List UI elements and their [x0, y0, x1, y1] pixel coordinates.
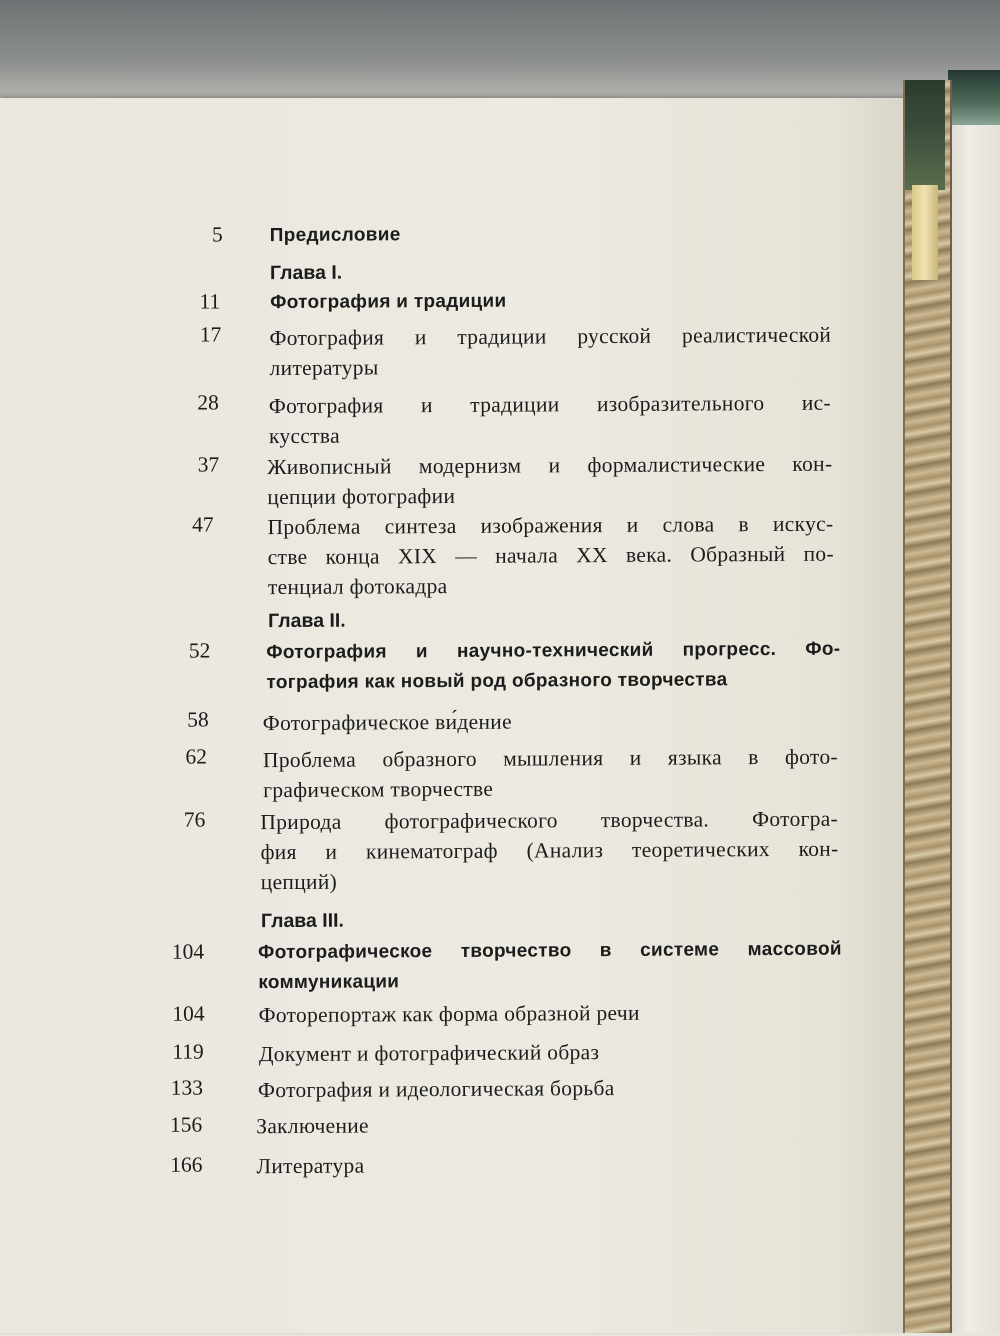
toc-entry-line: цепции фотографии	[267, 483, 456, 510]
toc-entry-line: кусства	[268, 423, 340, 449]
toc-entry-line: Фотографическое ви́дение	[262, 709, 513, 736]
toc-entry-line: литературы	[269, 355, 379, 381]
toc-entry	[269, 388, 831, 451]
toc-entry	[258, 998, 639, 1030]
toc-page-number: 62	[185, 744, 208, 769]
spine-headband	[905, 80, 945, 190]
toc-entry	[267, 449, 832, 512]
toc-entry-line: графическом творчестве	[263, 776, 494, 803]
toc-page-number: 28	[197, 390, 219, 415]
book-cover-corner	[948, 70, 1000, 125]
toc-entry-line: Фоторепортаж как форма образной речи	[258, 1000, 640, 1028]
chapter-title	[258, 935, 842, 999]
toc-entry	[267, 509, 834, 602]
toc-page-number: 11	[199, 289, 221, 314]
chapter-title: Фотография и традиции	[270, 290, 507, 314]
toc-page-number: 17	[199, 322, 222, 347]
toc-entry-line: Природа фотографического творчества. Фотогра-	[260, 806, 839, 835]
toc-entry-line: Фотография и традиции изобразительного ис-	[268, 390, 831, 419]
toc-entry-line: Живописный модернизм и формалистические кон-	[267, 451, 833, 480]
chapter-title	[266, 635, 840, 699]
toc-entry-line: Проблема образного мышления и языка в фото-	[262, 744, 839, 773]
toc-entry-line: Проблема синтеза изображения и слова в искус-	[267, 511, 834, 540]
toc-entry-literature: Литература	[256, 1153, 365, 1179]
toc-entry-line: Фотография и идеологическая борьба	[257, 1076, 615, 1103]
toc-entry-line: тография как новый род образного творчества	[266, 669, 728, 694]
toc-page-number: 104	[172, 1001, 205, 1026]
chapter-label: Глава III.	[260, 909, 345, 933]
toc-entry	[263, 707, 512, 739]
toc-entry	[269, 320, 831, 383]
toc-entry-line: цепций)	[260, 869, 338, 895]
chapter-label: Глава II.	[268, 609, 346, 633]
toc-entry-line: Фотографическое творчество в системе массовой	[258, 938, 842, 964]
toc-page-number: 166	[170, 1152, 203, 1177]
toc-entry	[260, 804, 839, 898]
toc-page-number: 52	[188, 638, 211, 663]
toc-entry-preface: Предисловие	[269, 224, 401, 247]
toc-entry-conclusion: Заключение	[256, 1113, 369, 1139]
toc-entry-line: Документ и фотографический образ	[258, 1040, 600, 1067]
toc-page-number: 58	[187, 707, 209, 732]
toc-page-number: 47	[191, 512, 214, 537]
toc-page-number: 5	[211, 222, 223, 247]
toc-entry	[263, 742, 838, 806]
chapter-label: Глава I.	[269, 261, 343, 285]
toc-entry-line: стве конца XIX — начала XX века. Образный по-	[267, 541, 834, 570]
toc-entry	[258, 1073, 615, 1105]
toc-entry-line: тенциал фотокадра	[267, 574, 448, 600]
toc-page-number: 156	[169, 1112, 203, 1137]
spine-tab	[912, 185, 938, 280]
toc-page-number: 133	[170, 1075, 204, 1100]
book-cover-edge	[948, 70, 1000, 1333]
toc-page-number: 76	[183, 807, 206, 832]
toc-entry-line: Фотография и научно-технический прогресс. Фо-	[266, 638, 841, 664]
toc-page-number: 37	[197, 452, 220, 477]
toc-page-number: 104	[171, 939, 205, 964]
toc-page-number: 119	[172, 1039, 204, 1064]
toc-entry-line: коммуникации	[258, 971, 400, 994]
toc-entry-line: Фотография и традиции русской реалистической	[269, 322, 832, 351]
toc-entry-line: фия и кинематограф (Анализ теоретических кон-	[260, 836, 839, 865]
toc-entry	[259, 1037, 600, 1069]
